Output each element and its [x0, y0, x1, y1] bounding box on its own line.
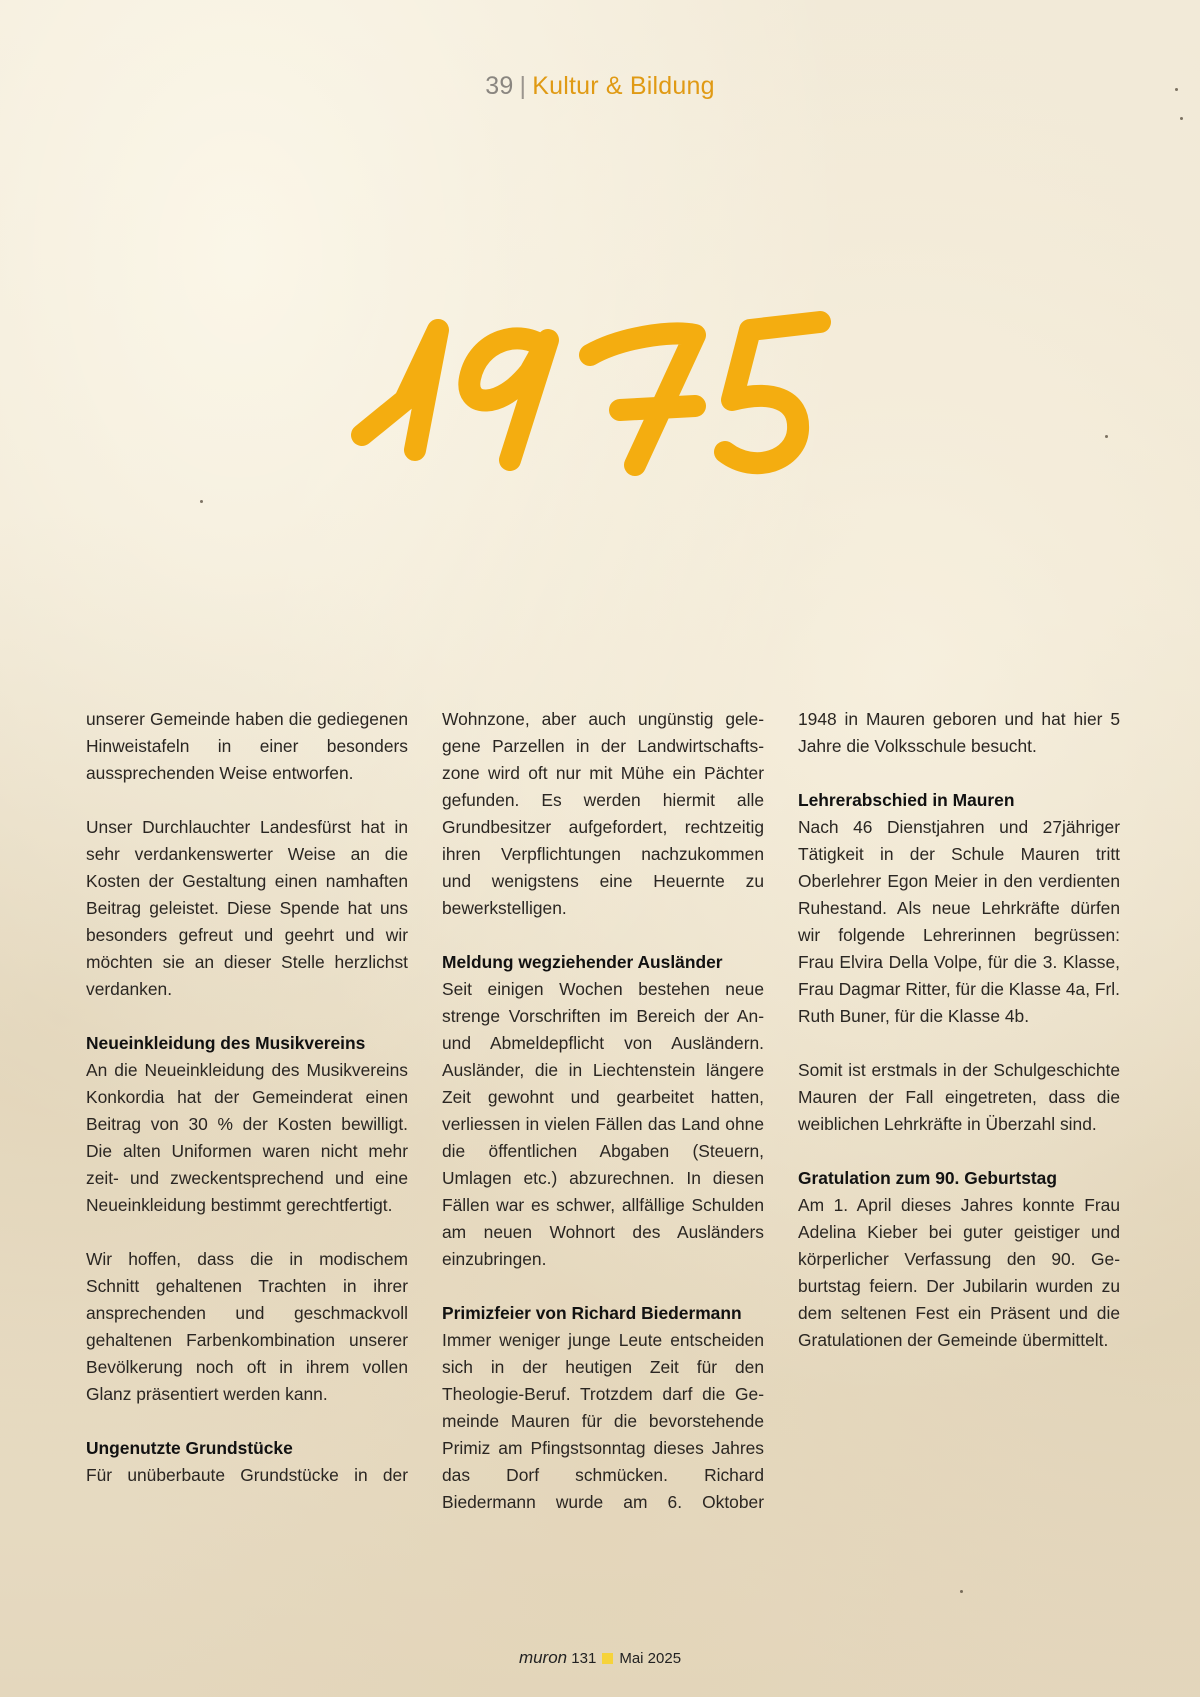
column-2 — [442, 706, 764, 1543]
issue-number: 131 — [571, 1650, 597, 1667]
paper-speck — [200, 500, 203, 503]
heading-auslaender: Meldung wegziehender Ausländer — [442, 952, 723, 972]
heading-grundstuecke: Ungenutzte Grundstücke — [86, 1438, 293, 1458]
paragraph: Für unüberbaute Grundstücke in der — [86, 1465, 408, 1485]
paper-speck — [960, 1590, 963, 1593]
paper-speck — [1180, 117, 1183, 120]
column-3 — [798, 706, 1120, 1543]
year-1975-brush-icon — [340, 300, 860, 500]
header-separator: | — [519, 72, 527, 100]
heading-primizfeier: Primizfeier von Richard Biedermann — [442, 1303, 742, 1323]
paragraph: Wohnzone, aber auch ungünstig gelegene Parzellen in der Landwirtschaftszone wird oft nur mit Mühe ein Pächter gefunden. Es werden hiermit alle Grundbesitzer aufgefordert, rechtzeitig ihren Verpflichtungen nachzukommen und wenigstens eine Heuernte zu bewerkstelligen. — [442, 709, 764, 918]
paragraph: Immer weniger junge Leute entscheiden sich in der heutigen Zeit für den Theologie-Beruf. Trotzdem darf die Gemeinde Mauren für die bevorstehende Primiz am Pfingstsonntag dieses Jahres das Dorf schmücken. Richard Biedermann wurde am 6. Oktober — [442, 1330, 764, 1512]
heading-geburtstag: Gratulation zum 90. Geburtstag — [798, 1168, 1057, 1188]
paragraph: Unser Durchlauchter Landesfürst hat in sehr verdankenswerter Weise an die Kosten der Gestaltung einen namhaften Beitrag geleistet. Diese Spende hat uns besonders gefreut und geehrt und wir möchten sie an dieser Stelle herzlichst verdanken. — [86, 817, 408, 999]
heading-musikverein: Neueinkleidung des Musikvereins — [86, 1033, 366, 1053]
paragraph: Wir hoffen, dass die in modischem Schnitt gehaltenen Trachten in ihrer ansprechenden und geschmackvoll gehaltenen Farbenkombination unserer Bevölkerung noch oft in ihrem vollen Glanz präsentiert werden kann. — [86, 1249, 408, 1404]
paragraph: Am 1. April dieses Jahres konnte Frau Adelina Kieber bei guter geistiger und körperlicher Verfassung den 90. Geburtstag feiern. Der Jubilarin wurden zu dem seltenen Fest ein Präsent und die Gratulationen der Gemeinde übermittelt. — [798, 1195, 1120, 1350]
heading-lehrerabschied: Lehrerabschied in Mauren — [798, 790, 1015, 810]
magazine-brand: muron — [518, 1648, 568, 1667]
paragraph: unserer Gemeinde haben die gediegenen Hinweistafeln in einer besonders aussprechenden Weise entworfen. — [86, 709, 408, 783]
article-columns — [86, 706, 1120, 1543]
paragraph: 1948 in Mauren geboren und hat hier 5 Jahre die Volksschule besucht. — [798, 709, 1120, 756]
column-1 — [86, 706, 408, 1543]
footer-square-icon — [602, 1653, 613, 1664]
paper-speck — [1105, 435, 1108, 438]
section-title: Kultur & Bildung — [532, 72, 715, 100]
issue-date: Mai 2025 — [619, 1650, 682, 1667]
year-title — [340, 300, 860, 500]
paragraph: Seit einigen Wochen bestehen neue strenge Vorschriften im Bereich der An- und Abmeldepflicht von Ausländern. Ausländer, die in Liechtenstein längere Zeit gewohnt und gearbeitet hatten, verliessen in vielen Fällen das Land ohne die öffentlichen Abgaben (Steuern, Umlagen etc.) abzurechnen. In diesen Fällen war es schwer, allfällige Schulden am neuen Wohnort des Ausländers einzubringen. — [442, 979, 764, 1269]
paragraph: An die Neueinkleidung des Musikvereins Konkordia hat der Gemeinderat einen Beitrag von 30 % der Kosten bewilligt. Die alten Uniformen waren nicht mehr zeit- und zweckentsprechend und eine Neueinkleidung bestimmt gerechtfertigt. — [86, 1060, 408, 1215]
paragraph: Somit ist erstmals in der Schulgeschichte Mauren der Fall eingetreten, dass die weiblichen Lehrkräfte in Überzahl sind. — [798, 1060, 1120, 1134]
page-number: 39 — [485, 72, 514, 100]
page-footer — [0, 1648, 1200, 1668]
paper-speck — [1175, 88, 1178, 91]
page-header — [0, 72, 1200, 101]
paragraph: Nach 46 Dienstjahren und 27jähriger Tätigkeit in der Schule Mauren tritt Oberlehrer Egon Meier in den verdienten Ruhestand. Als neue Lehrkräfte dürfen wir folgende Lehrerinnen begrüssen: Frau Elvira Della Volpe, für die 3. Klasse, Frau Dagmar Ritter, für die Klasse 4a, Frl. Ruth Buner, für die Klasse 4b. — [798, 817, 1120, 1026]
